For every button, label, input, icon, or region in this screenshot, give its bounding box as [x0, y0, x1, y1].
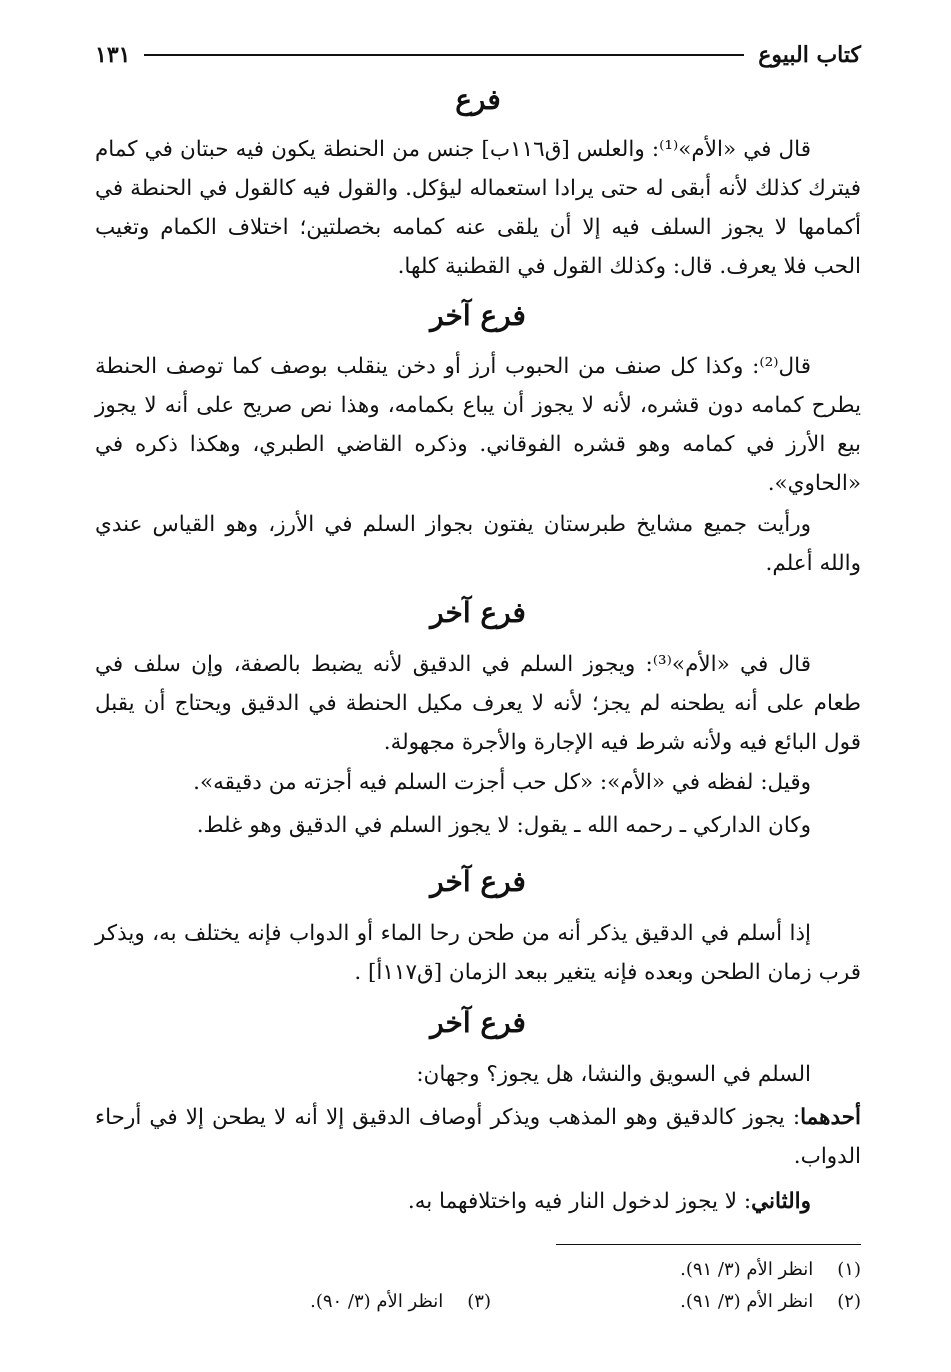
paragraph: قال في «الأم»⁽³⁾: ويجوز السلم في الدقيق لأنه يضبط بالصفة، وإن سلف في طعام على أنه يطحنه لم يجز؛ لأنه لا يعرف مكيل الحنطة في الدقيق ويحتاج أن يقبل قول البائع فيه ولأنه شرط فيه الإجارة والأجرة مجهولة. [95, 652, 861, 755]
list-item [95, 1098, 861, 1176]
footnote-separator [556, 1244, 861, 1245]
paragraph: إذا أسلم في الدقيق يذكر أنه من طحن رحا الماء أو الدواب فإنه يختلف به، ويذكر قرب زمان الطحن وبعده فإنه يتغير ببعد الزمان [ق١١٧أ] . [95, 921, 861, 985]
item-text: : لا يجوز لدخول النار فيه واختلافهما به. [407, 1189, 752, 1214]
section-4-body [95, 914, 861, 992]
header-title: كتاب البيوع [758, 42, 861, 68]
footnote-text: انظر الأم (٣/ ٩١). [680, 1259, 814, 1280]
section-3-body-2 [95, 763, 861, 802]
paragraph: وكان الداركي ـ رحمه الله ـ يقول: لا يجوز السلم في الدقيق وهو غلط. [196, 813, 811, 838]
page-number: ١٣١ [95, 42, 131, 68]
footnote-number: (٢) [837, 1291, 861, 1312]
section-1-body [95, 130, 861, 286]
header-rule [144, 54, 744, 56]
footnote-text: انظر الأم (٣/ ٩٠). [310, 1291, 444, 1312]
section-3-body-1 [95, 645, 861, 762]
item-label: أحدهما [800, 1105, 861, 1130]
section-heading: فرع آخر [430, 1006, 526, 1039]
section-5-item-2 [95, 1182, 861, 1221]
section-5-body-1 [95, 1055, 861, 1094]
footnote-1 [680, 1258, 861, 1282]
paragraph: قال⁽²⁾: وكذا كل صنف من الحبوب أرز أو دخن ينقلب بوصف كما توصف الحنطة يطرح كمامه دون قشره، لأنه لا يجوز أن يباع بكمامه، وهذا نص صريح على أنه لا يجوز بيع الأرز في كمامه وهو قشره الفوقاني. وذكره القاضي الطبري، وهكذا ذكره في «الحاوي». [95, 354, 861, 496]
paragraph: قال في «الأم»⁽¹⁾: والعلس [ق١١٦ب] جنس من الحنطة يكون فيه حبتان في كمام فيترك كذلك لأنه أبقى له حتى يرادا استعماله ليؤكل. والقول فيه كالقول في الحنطة في أكمامها لا يجوز السلف فيه إلا أن يلقى عنه كمامه بخصلتين؛ اختلاف الكمام وتغيب الحب فلا يعرف. قال: وكذلك القول في القطنية كلها. [95, 137, 861, 279]
list-item [95, 1182, 861, 1221]
section-heading: فرع [455, 83, 501, 116]
section-5 [95, 1003, 861, 1043]
section-heading: فرع آخر [430, 865, 526, 898]
section-1 [95, 80, 861, 120]
section-3 [95, 593, 861, 633]
paragraph: السلم في السويق والنشا، هل يجوز؟ وجهان: [416, 1062, 811, 1087]
footnote-2 [680, 1290, 861, 1314]
footnote-number: (٣) [467, 1291, 491, 1312]
footnote-text: انظر الأم (٣/ ٩١). [680, 1291, 814, 1312]
footnote-number: (١) [837, 1259, 861, 1280]
section-2 [95, 296, 861, 336]
section-4 [95, 862, 861, 902]
section-5-item-1 [95, 1098, 861, 1176]
paragraph: وقيل: لفظه في «الأم»: «كل حب أجزت السلم فيه أجزته من دقيقه». [193, 770, 811, 795]
section-heading: فرع آخر [430, 596, 526, 629]
footnote-3 [310, 1290, 491, 1314]
paragraph: ورأيت جميع مشايخ طبرستان يفتون بجواز السلم في الأرز، وهو القياس عندي والله أعلم. [95, 512, 861, 576]
section-3-body-3 [95, 806, 861, 845]
section-2-body-2 [95, 505, 861, 583]
running-header [95, 38, 861, 72]
section-2-body-1 [95, 347, 861, 503]
section-heading: فرع آخر [430, 299, 526, 332]
item-label: والثاني [751, 1189, 811, 1214]
item-text: : يجوز كالدقيق وهو المذهب ويذكر أوصاف الدقيق إلا أنه لا يطحن إلا في أرحاء الدواب. [95, 1105, 861, 1169]
